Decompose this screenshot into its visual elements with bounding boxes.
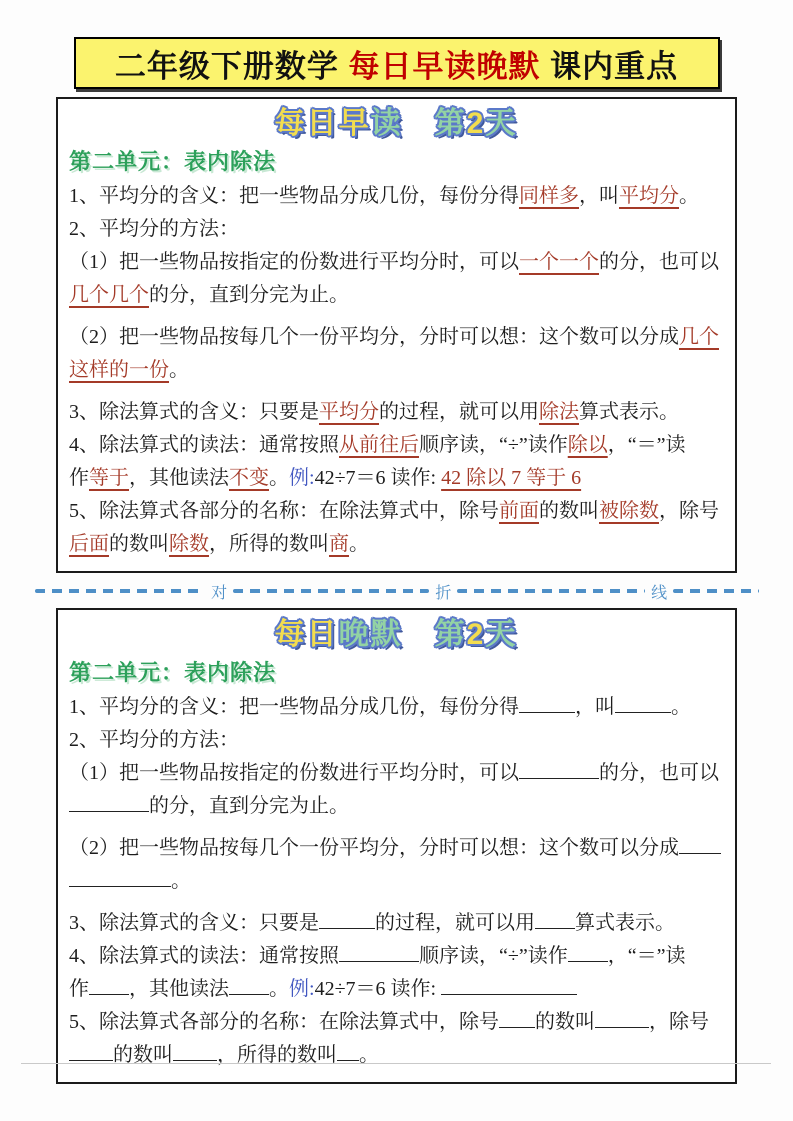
text-line xyxy=(69,396,723,429)
text-segment: 5、除法算式各部分的名称：在除法算式中，除号 xyxy=(69,500,499,522)
banner-text-left: 二年级下册数学 xyxy=(114,48,349,84)
text-segment: 同样多 xyxy=(519,185,579,207)
text-segment: 。 xyxy=(349,533,369,555)
text-segment: 顺序读，“÷”读作 xyxy=(419,434,568,456)
text-line xyxy=(69,246,723,279)
title-char: 每 xyxy=(274,618,307,651)
text-line xyxy=(69,1039,723,1072)
text-line xyxy=(69,790,723,823)
text-segment: 的分，直到分完为止。 xyxy=(149,795,349,817)
text-line xyxy=(69,429,723,462)
text-segment: ，其他读法 xyxy=(129,978,229,1000)
text-segment: ，叫 xyxy=(575,696,615,718)
text-segment: 算式表示。 xyxy=(575,912,675,934)
bottom-divider-line xyxy=(21,1063,771,1064)
title-char xyxy=(403,618,435,651)
box-content xyxy=(69,691,723,1072)
fold-label-zhe: 折 xyxy=(435,584,452,602)
text-segment: 4、除法算式的读法：通常按照 xyxy=(69,945,339,967)
text-segment: 几个几个 xyxy=(69,284,149,306)
text-segment: 42 除以 7 等于 6 xyxy=(441,467,582,489)
text-segment: 顺序读，“÷”读作 xyxy=(419,945,568,967)
text-line xyxy=(69,724,723,757)
text-segment: 从前往后 xyxy=(339,434,419,456)
text-segment: 4、除法算式的读法：通常按照 xyxy=(69,434,339,456)
blank-line xyxy=(519,759,599,779)
blank-line xyxy=(319,909,375,929)
blank-line xyxy=(89,975,129,995)
blank-line xyxy=(679,834,721,854)
blank-line xyxy=(69,867,171,887)
text-segment: 2、平均分的方法： xyxy=(69,218,239,240)
blank-line xyxy=(615,693,671,713)
text-line xyxy=(69,180,723,213)
text-segment: 除法 xyxy=(539,401,579,423)
text-line xyxy=(69,832,723,865)
text-segment: 。 xyxy=(171,870,191,892)
text-segment: （1）把一些物品按指定的份数进行平均分时，可以 xyxy=(69,251,519,273)
text-segment: 42÷7＝6 读作: xyxy=(314,467,442,489)
text-segment: （2）把一些物品按每几个一份平均分，分时可以想：这个数可以分成 xyxy=(69,326,679,348)
text-segment: ，其他读法 xyxy=(129,467,229,489)
text-line xyxy=(69,354,723,387)
text-segment: 例: xyxy=(289,467,315,489)
text-line xyxy=(69,691,723,724)
text-segment: 后面 xyxy=(69,533,109,555)
text-segment: 这样的一份 xyxy=(69,359,169,381)
box-content xyxy=(69,180,723,561)
text-segment: 5、除法算式各部分的名称：在除法算式中，除号 xyxy=(69,1011,499,1033)
text-segment: ，“＝”读 xyxy=(607,945,686,967)
text-line xyxy=(69,907,723,940)
text-segment: 的过程，就可以用 xyxy=(375,912,535,934)
title-char: 日 xyxy=(306,618,339,651)
text-line xyxy=(69,528,723,561)
morning-reading-box xyxy=(56,97,737,573)
text-line xyxy=(69,1006,723,1039)
fold-dash-line xyxy=(35,589,206,594)
title-char: 天 xyxy=(485,618,518,651)
text-segment: ，除号 xyxy=(659,500,719,522)
text-segment: 42÷7＝6 读作: xyxy=(314,978,442,1000)
blank-line xyxy=(69,1041,113,1061)
text-segment: ，所得的数叫 xyxy=(209,533,329,555)
text-segment: 。 xyxy=(359,1044,379,1066)
text-segment: 商 xyxy=(329,533,349,555)
title-char: 每 xyxy=(274,107,307,140)
banner-text-right: 课内重点 xyxy=(540,48,679,84)
blank-line xyxy=(535,909,575,929)
text-segment: （1）把一些物品按指定的份数进行平均分时，可以 xyxy=(69,762,519,784)
text-segment: 例: xyxy=(289,978,315,1000)
text-segment: ，除号 xyxy=(649,1011,709,1033)
text-segment: （2）把一些物品按每几个一份平均分，分时可以想：这个数可以分成 xyxy=(69,837,679,859)
text-segment: 的数叫 xyxy=(113,1044,173,1066)
box-title xyxy=(69,617,723,653)
blank-line xyxy=(441,975,577,995)
blank-line xyxy=(568,942,608,962)
text-segment: 3、除法算式的含义：只要是 xyxy=(69,401,319,423)
text-line xyxy=(69,495,723,528)
text-segment: 的数叫 xyxy=(539,500,599,522)
text-segment: 作 xyxy=(69,467,89,489)
title-char: 2 xyxy=(466,618,486,651)
banner-text-highlight: 每日早读晚默 xyxy=(348,48,541,84)
title-char: 第 xyxy=(434,107,467,140)
text-segment: 的分，也可以 xyxy=(599,251,719,273)
text-segment: 。 xyxy=(679,185,699,207)
title-char: 2 xyxy=(466,107,486,140)
fold-line-divider xyxy=(35,582,759,600)
text-segment: 。 xyxy=(269,467,289,489)
text-line xyxy=(69,321,723,354)
text-segment: 平均分 xyxy=(619,185,679,207)
title-char: 第 xyxy=(434,618,467,651)
unit-heading: 第二单元：表内除法 xyxy=(69,660,277,685)
blank-line xyxy=(69,792,149,812)
text-segment: 的分，也可以 xyxy=(599,762,719,784)
text-segment: 的数叫 xyxy=(109,533,169,555)
blank-line xyxy=(337,1041,359,1061)
title-char: 晚 xyxy=(338,618,371,651)
text-segment: ，所得的数叫 xyxy=(217,1044,337,1066)
text-segment: 除数 xyxy=(169,533,209,555)
text-segment: 1、平均分的含义：把一些物品分成几份，每份分得 xyxy=(69,185,519,207)
title-char xyxy=(403,107,435,140)
fold-dash-line xyxy=(457,589,645,594)
evening-recitation-box xyxy=(56,608,737,1084)
text-segment: 2、平均分的方法： xyxy=(69,729,239,751)
text-line xyxy=(69,940,723,973)
blank-line xyxy=(173,1041,217,1061)
text-line xyxy=(69,757,723,790)
fold-label-xian: 线 xyxy=(651,584,668,602)
text-segment: 。 xyxy=(169,359,189,381)
text-line xyxy=(69,865,723,898)
blank-line xyxy=(499,1008,535,1028)
text-segment: 一个一个 xyxy=(519,251,599,273)
text-line xyxy=(69,973,723,1006)
text-segment: 3、除法算式的含义：只要是 xyxy=(69,912,319,934)
text-segment: 。 xyxy=(269,978,289,1000)
page-title-banner xyxy=(74,37,720,89)
title-char: 默 xyxy=(370,618,403,651)
text-segment: 平均分 xyxy=(319,401,379,423)
unit-heading: 第二单元：表内除法 xyxy=(69,149,277,174)
fold-dash-line xyxy=(673,589,758,594)
blank-line xyxy=(519,693,575,713)
text-segment: 1、平均分的含义：把一些物品分成几份，每份分得 xyxy=(69,696,519,718)
title-char: 日 xyxy=(306,107,339,140)
text-segment: 的过程，就可以用 xyxy=(379,401,539,423)
title-char: 天 xyxy=(485,107,518,140)
box-title xyxy=(69,106,723,142)
title-char: 早 xyxy=(338,107,371,140)
text-segment: 几个 xyxy=(679,326,719,348)
fold-label-dui: 对 xyxy=(211,584,228,602)
text-segment: 的数叫 xyxy=(535,1011,595,1033)
text-line xyxy=(69,279,723,312)
blank-line xyxy=(595,1008,649,1028)
text-segment: 等于 xyxy=(89,467,129,489)
text-segment: 作 xyxy=(69,978,89,1000)
text-segment: 不变 xyxy=(229,467,269,489)
blank-line xyxy=(229,975,269,995)
text-segment: ，叫 xyxy=(579,185,619,207)
text-segment: 的分，直到分完为止。 xyxy=(149,284,349,306)
text-segment: 算式表示。 xyxy=(579,401,679,423)
fold-dash-line xyxy=(233,589,429,594)
blank-line xyxy=(339,942,419,962)
text-segment: 前面 xyxy=(499,500,539,522)
text-line xyxy=(69,462,723,495)
title-char: 读 xyxy=(370,107,403,140)
text-segment: ，“＝”读 xyxy=(607,434,686,456)
text-segment: 被除数 xyxy=(599,500,659,522)
text-segment: 。 xyxy=(671,696,691,718)
text-line xyxy=(69,213,723,246)
text-segment: 除以 xyxy=(567,434,608,456)
